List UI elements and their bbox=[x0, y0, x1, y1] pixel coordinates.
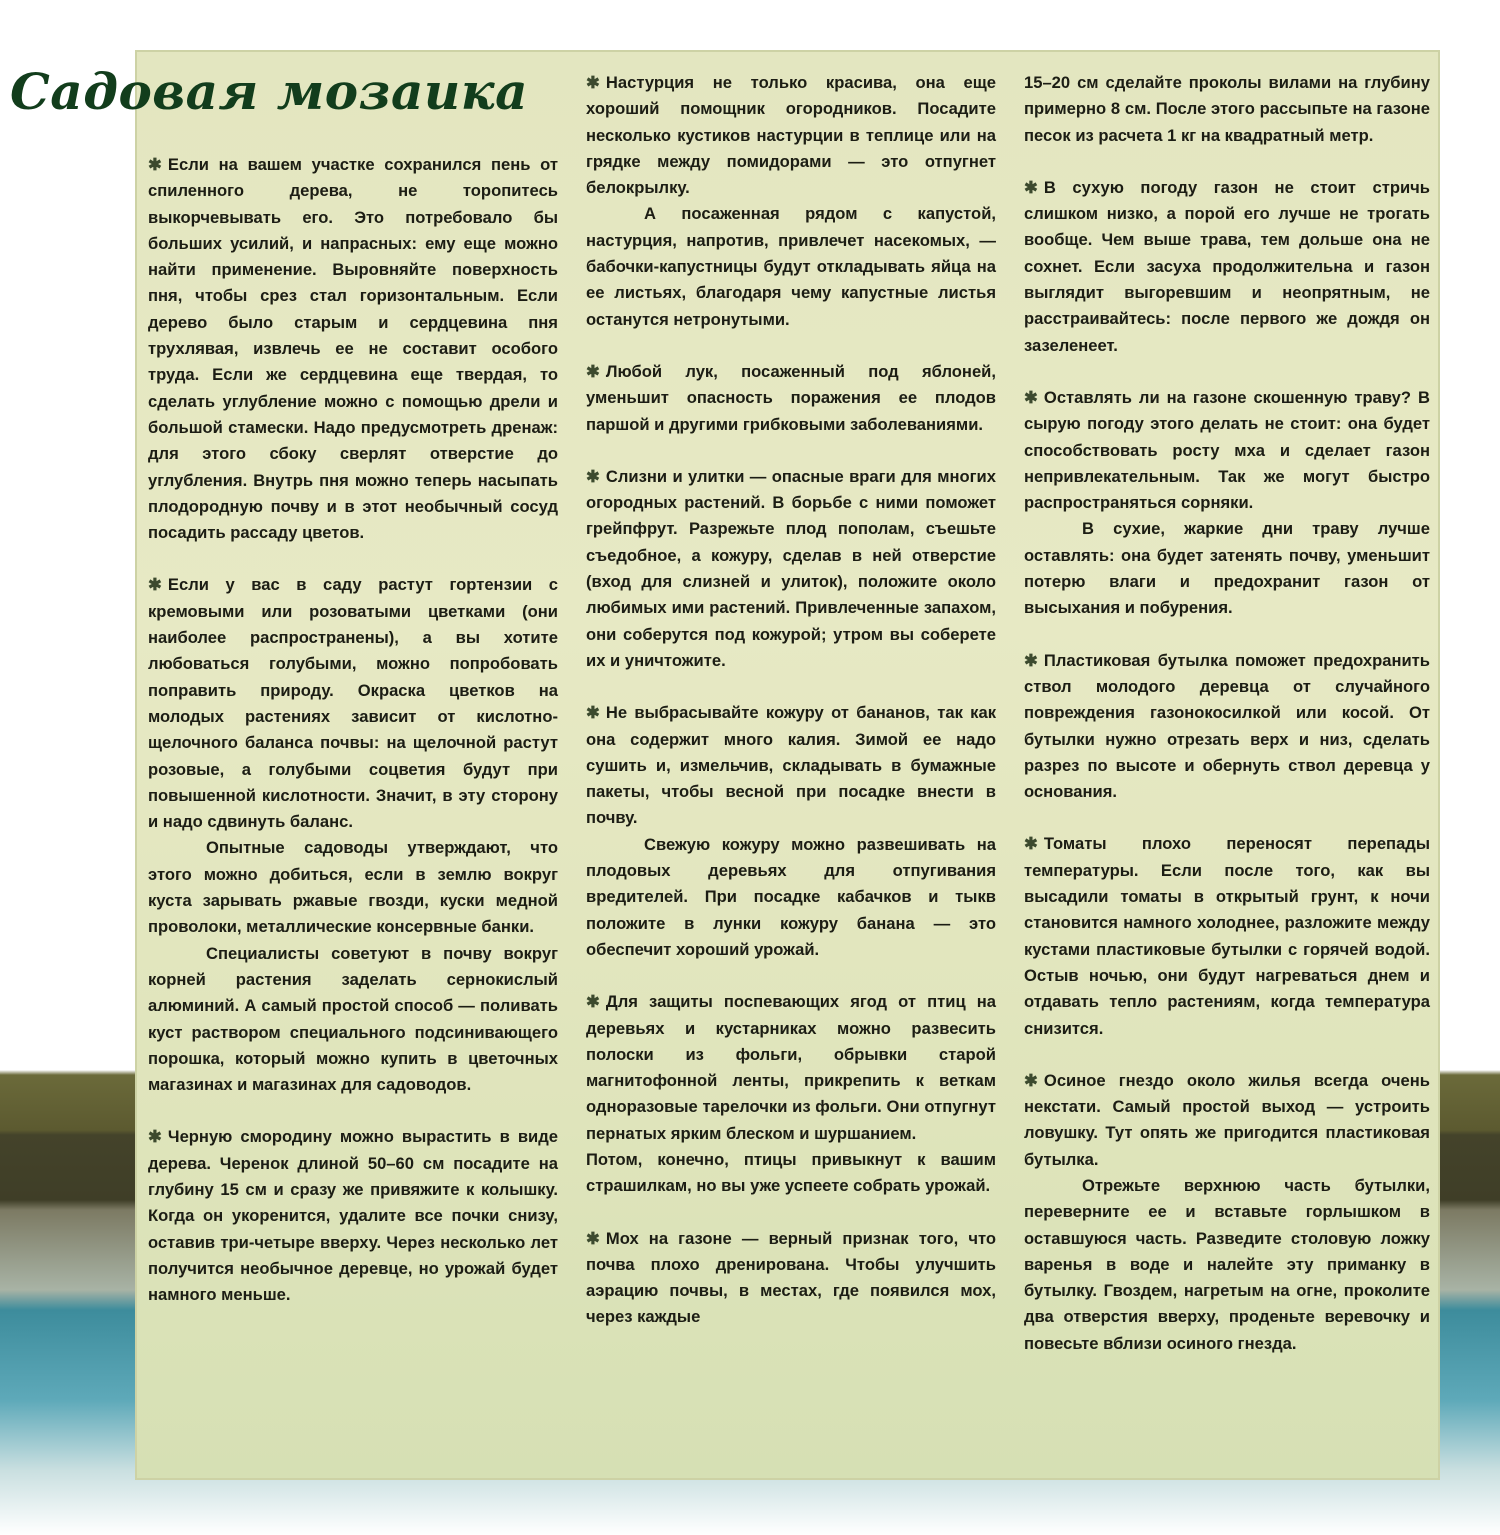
tip-paragraph: ✱ Осиное гнездо около жилья всегда очень некстати. Самый простой выход — устроить ловушку. Тут опять же пригодится пластиковая бутылка. bbox=[1024, 1070, 1430, 1169]
article-column-1 bbox=[148, 152, 558, 1308]
bullet-star-icon: ✱ bbox=[586, 992, 600, 1012]
tip-continuation: В сухие, жаркие дни траву лучше оставлять: она будет затенять почву, уменьшит потерю влаги и предохранит газон от высыхания и побурения. bbox=[1024, 519, 1430, 618]
bullet-star-icon: ✱ bbox=[1024, 650, 1038, 670]
bullet-star-icon: ✱ bbox=[586, 73, 600, 92]
tip-paragraph: ✱ Если у вас в саду растут гортензии с кремовыми или розоватыми цветками (они наиболее распространены), а вы хотите любоваться голубыми, можно попробовать поправить природу. Окраска цветков на молодых растениях зависит от кислотно-щелочного баланса почвы: на щелочной растут розовые, а голубыми соцветия будут при повышенной кислотности. Значит, в эту сторону и надо сдвинуть баланс. bbox=[148, 575, 558, 832]
tip-continuation: Потом, конечно, птицы привыкнут к вашим страшилкам, но вы уже успеете собрать урожай. bbox=[586, 1149, 996, 1196]
bullet-star-icon: ✱ bbox=[148, 575, 162, 595]
tip-paragraph: ✱ Для защиты поспевающих ягод от птиц на деревьях и кустарниках можно развесить полоски из фольги, обрывки старой магнитофонной ленты, прикрепить к веткам одноразовые тарелочки из фольги. Они отпугнут пернатых ярким блеском и шуршанием. bbox=[586, 992, 996, 1143]
bullet-star-icon: ✱ bbox=[1024, 177, 1038, 197]
tip-paragraph: ✱ Любой лук, посаженный под яблоней, уменьшит опасность поражения ее плодов паршой и другими грибковыми заболеваниями. bbox=[586, 361, 996, 434]
tip-paragraph: ✱ Томаты плохо переносят перепады температуры. Если после того, как вы высадили томаты в открытый грунт, к ночи становится намного холоднее, разложите между кустами пластиковые бутылки с горячей водой. Остыв ночью, они будут нагреваться днем и отдавать тепло растениям, когда температура снизится. bbox=[1024, 834, 1430, 1038]
bullet-star-icon: ✱ bbox=[148, 1127, 162, 1147]
article-title: Садовая мозаика bbox=[10, 62, 529, 121]
tip-continuation: Специалисты советуют в почву вокруг корней растения заделать сернокислый алюминий. А самый простой способ — поливать куст раствором специального подсинивающего порошка, который можно купить в цветочных магазинах и магазинах для садоводов. bbox=[148, 943, 558, 1095]
bullet-star-icon: ✱ bbox=[1024, 834, 1038, 854]
tip-paragraph: ✱ Пластиковая бутылка поможет предохранить ствол молодого деревца от случайного повреждения газонокосилкой или косой. От бутылки нужно отрезать верх и низ, сделать разрез по высоте и обернуть ствол деревца у основания. bbox=[1024, 650, 1430, 802]
tip-paragraph: ✱ Черную смородину можно вырастить в виде дерева. Черенок длиной 50–60 см посадите на глубину 15 см и сразу же привяжите к колышку. Когда он укоренится, удалите все почки снизу, оставив три-четыре вверху. Через несколько лет получится необычное деревце, но урожай будет намного меньше. bbox=[148, 1127, 558, 1305]
tip-paragraph: ✱ Не выбрасывайте кожуру от бананов, так как она содержит много калия. Зимой ее надо сушить и, измельчив, складывать в бумажные пакеты, чтобы весной при посадке внести в почву. bbox=[586, 703, 996, 828]
tip-paragraph: ✱ Слизни и улитки — опасные враги для многих огородных растений. В борьбе с ними поможет грейпфрут. Разрежьте плод пополам, съешьте съедобное, а кожуру, сделав в ней отверстие (вход для слизней и улиток), положите около любимых ими растений. Привлеченные запахом, они соберутся под кожурой; утром вы соберете их и уничтожите. bbox=[586, 466, 996, 670]
tip-continuation: Свежую кожуру можно развешивать на плодовых деревьях для отпугивания вредителей. При посадке кабачков и тыкв положите в лунки кожуру банана — это обеспечит хороший урожай. bbox=[586, 834, 996, 959]
bullet-star-icon: ✱ bbox=[586, 361, 600, 381]
tip-continuation: А посаженная рядом с капустой, настурция, напротив, привлечет насекомых, — бабочки-капустницы будут откладывать яйца на ее листьях, благодаря чему капустные листья останутся нетронутыми. bbox=[586, 204, 996, 329]
article-column-3 bbox=[1024, 70, 1430, 1357]
tip-paragraph: ✱ Если на вашем участке сохранился пень от спиленного дерева, не торопитесь выкорчевывать его. Это потребовало бы больших усилий, и напрасных: ему еще можно найти применение. Выровняйте поверхность пня, чтобы срез стал горизонтальным. Если дерево было старым и сердцевина пня трухлявая, извлечь ее не составит особого труда. Если же сердцевина еще твердая, то сделать углубление можно с помощью дрели и большой стамески. Надо предусмотреть дренаж: для этого сбоку сверлят отверстие до углубления. Внутрь пня можно теперь насыпать плодородную почву и в этот необычный сосуд посадить рассаду цветов. bbox=[148, 155, 558, 543]
tip-continuation: Опытные садоводы утверждают, что этого можно добиться, если в землю вокруг куста зарывать ржавые гвозди, куски медной проволоки, металлические консервные банки. bbox=[148, 838, 558, 937]
bullet-star-icon: ✱ bbox=[586, 1228, 600, 1248]
tip-paragraph: ✱ В сухую погоду газон не стоит стричь слишком низко, а порой его лучше не трогать вообще. Чем выше трава, тем дольше она не сохнет. Если засуха продолжительна и газон выглядит выгоревшим и неопрятным, не расстраивайтесь: после первого же дождя он зазеленеет. bbox=[1024, 177, 1430, 355]
tip-paragraph: ✱ Оставлять ли на газоне скошенную траву? В сырую погоду этого делать не стоит: она будет способствовать росту мха и сделает газон непривлекательным. Так же могут быстро распространяться сорняки. bbox=[1024, 387, 1430, 513]
bullet-star-icon: ✱ bbox=[148, 155, 162, 174]
bullet-star-icon: ✱ bbox=[586, 466, 600, 486]
bullet-star-icon: ✱ bbox=[586, 703, 600, 723]
article-column-2 bbox=[586, 70, 996, 1331]
tip-continuation: Отрежьте верхнюю часть бутылки, переверните ее и вставьте горлышком в оставшуюся часть. Разведите столовую ложку варенья в воде и налейте эту приманку в бутылку. Гвоздем, нагретым на огне, проколите два отверстия вверху, проденьте веревочку и повесьте вблизи осиного гнезда. bbox=[1024, 1175, 1430, 1353]
bullet-star-icon: ✱ bbox=[1024, 1070, 1038, 1090]
tip-continuation: 15–20 см сделайте проколы вилами на глубину примерно 8 см. После этого рассыпьте на газоне песок из расчета 1 кг на квадратный метр. bbox=[1024, 73, 1430, 145]
bullet-star-icon: ✱ bbox=[1024, 387, 1038, 407]
tip-paragraph: ✱ Настурция не только красива, она еще хороший помощник огородников. Посадите несколько кустиков настурции в теплице или на грядке между помидорами — это отпугнет белокрылку. bbox=[586, 73, 996, 198]
tip-paragraph: ✱ Мох на газоне — верный признак того, что почва плохо дренирована. Чтобы улучшить аэрацию почвы, в местах, где появился мох, через каждые bbox=[586, 1228, 996, 1327]
